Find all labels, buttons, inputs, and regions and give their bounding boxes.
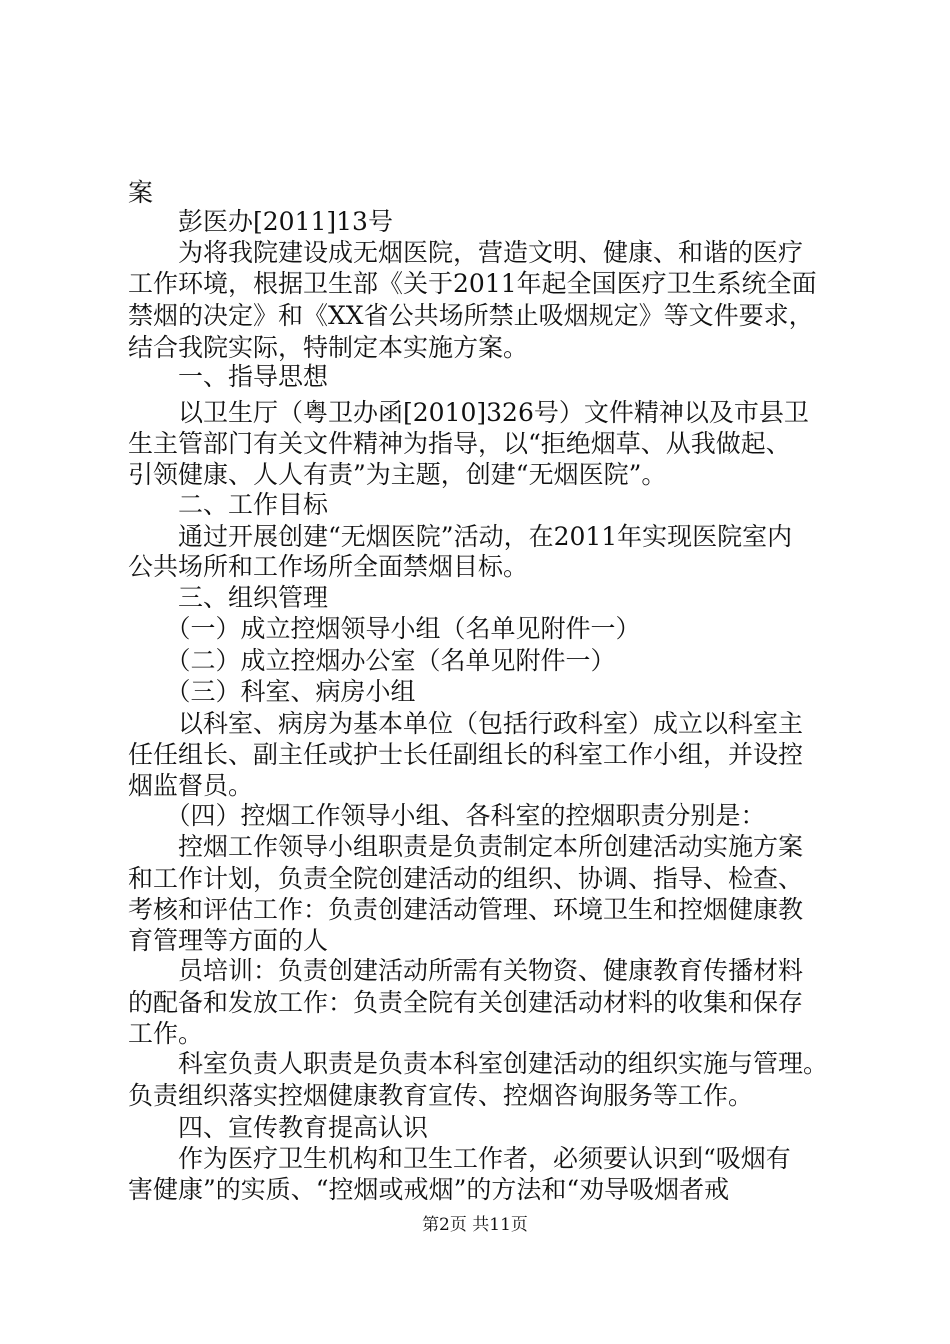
text-line: 科室负责人职责是负责本科室创建活动的组织实施与管理。 — [128, 1049, 829, 1078]
text-line: 生主管部门有关文件精神为指导，以“拒绝烟草、从我做起、 — [128, 429, 791, 458]
text-line: 三、组织管理 — [128, 583, 329, 612]
text-line: 工作。 — [128, 1019, 204, 1048]
text-line: 为将我院建设成无烟医院，营造文明、健康、和谐的医疗 — [128, 238, 804, 267]
text-line: 害健康”的实质、“控烟或戒烟”的方法和“劝导吸烟者戒 — [128, 1175, 730, 1204]
text-line: 控烟工作领导小组职责是负责制定本所创建活动实施方案 — [128, 832, 804, 861]
text-line: 考核和评估工作：负责创建活动管理、环境卫生和控烟健康教 — [128, 895, 804, 924]
text-line: 引领健康、人人有责”为主题，创建“无烟医院”。 — [128, 460, 667, 489]
text-line: 结合我院实际，特制定本实施方案。 — [128, 333, 529, 362]
text-line: 二、工作目标 — [128, 490, 329, 519]
text-line: 案 — [128, 178, 154, 207]
text-line: 烟监督员。 — [128, 771, 254, 800]
text-line: 工作环境，根据卫生部《关于2011年起全国医疗卫生系统全面 — [128, 269, 817, 298]
text-line: （一）成立控烟领导小组（名单见附件一） — [128, 614, 641, 643]
text-line: 公共场所和工作场所全面禁烟目标。 — [128, 552, 529, 581]
text-line: 禁烟的决定》和《XX省公共场所禁止吸烟规定》等文件要求， — [128, 301, 814, 330]
text-line: 以卫生厅（粤卫办函[2010]326号）文件精神以及市县卫 — [128, 398, 809, 427]
text-line: 负责组织落实控烟健康教育宣传、控烟咨询服务等工作。 — [128, 1081, 754, 1110]
text-line: 育管理等方面的人 — [128, 926, 329, 955]
page-footer: 第2页 共11页 — [422, 1215, 528, 1235]
text-line: （三）科室、病房小组 — [128, 677, 416, 706]
text-line: （四）控烟工作领导小组、各科室的控烟职责分别是： — [128, 801, 766, 830]
text-line: 的配备和发放工作：负责全院有关创建活动材料的收集和保存 — [128, 988, 804, 1017]
text-line: 和工作计划，负责全院创建活动的组织、协调、指导、检查、 — [128, 864, 804, 893]
text-line: 通过开展创建“无烟医院”活动，在2011年实现医院室内 — [128, 522, 793, 551]
text-line: 彭医办[2011]13号 — [128, 207, 393, 236]
text-line: 员培训：负责创建活动所需有关物资、健康教育传播材料 — [128, 956, 804, 985]
text-line: 作为医疗卫生机构和卫生工作者，必须要认识到“吸烟有 — [128, 1144, 791, 1173]
text-line: （二）成立控烟办公室（名单见附件一） — [128, 646, 616, 675]
text-line: 任任组长、副主任或护士长任副组长的科室工作小组，并设控 — [128, 740, 804, 769]
text-line: 四、宣传教育提高认识 — [128, 1113, 429, 1142]
text-line: 一、指导思想 — [128, 362, 329, 391]
text-line: 以科室、病房为基本单位（包括行政科室）成立以科室主 — [128, 709, 804, 738]
